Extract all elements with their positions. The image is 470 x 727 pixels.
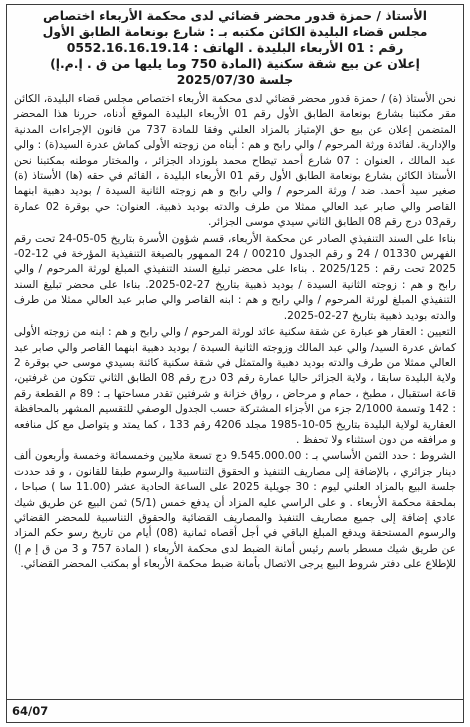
paragraph-legal-basis: بناءا على السند التنفيذي الصادر عن محكمة الأربعاء، قسم شؤون الأسرة بتاريخ 05-05-24 تحت رقم الفهرس 01330 / 24 و رقم الجدول 00210 / 24 الممهور بالصيغة التنفيذية المؤرخة في 12-02-2025 تحت رقم : 2025/125 . بناءا على محضر تبليغ السند التنفيذي المبلغ لورثة المرحوم / والي رابح و هم : زوجته الثانية السيدة / بوديد ذهبية بتاريخ 27-02-2025. بناءا على محضر تبليغ السند التنفيذي المبلغ لورثة المرحوم / والي رابح و هم : ابنه القاصر والي صابر عبد العالي ممثلا من طرف والدته بوديد ذهبية بتاريخ 27-02-2025. (14, 232, 456, 322)
legal-notice (6, 4, 464, 723)
page-number: 64/07 (12, 704, 49, 718)
notice-header (7, 5, 463, 92)
footer-divider (7, 699, 463, 700)
paragraph-preamble: نحن الأستاذ (ة) / حمزة قدور محضر قضائي لدى محكمة الأربعاء اختصاص مجلس قضاء البليدة، الكائن مقر مكتبنا بشارع بونعامة الطابق الأول رقم 01 الأربعاء البليدة الموقع أدناه، حررنا هذا المحضر المتضمن إعلان عن بيع حق الإمتياز بالمزاد العلني وفقا للمادة 737 من قانون الإجراءات المدنية والإدارية. لفائدة ورثة المرحوم / والي رابح و هم : أبناه من زوجته الأولى كماش عدرة السيد(ة) : والي عبد المالك ، العنوان : 07 شارع أحمد تيطاح محمد بلوزداد الجزائر ، والمختار موطنه بمكتبنا نحن الأستاذ الكائن بشارع بونعامة الطابق الأول رقم 01 الأربعاء البليدة ، القائم في حقه (ها) الأستاذ (ة) صغير سيد أحمد. ضد / ورثة المرحوم / والي رابح و هم زوجته الثانية السيدة / بوديد دهبية ابنهما القاصر والي صابر عبد العالي ممثلا من طرف والدته بوديد ذهبية. العنوان: حي بوقرة 02 عمارة رقم03 درج رقم 08 الطابق الثاني سيدي موسى الجزائر. (14, 93, 456, 229)
session-date: جلسة 2025/07/30 (176, 72, 294, 87)
notice-title: إعلان عن بيع شقة سكنية (المادة 750 وما يليها من ق . إ.م.إ) (50, 56, 420, 71)
header-line-bailiff: الأستاذ / حمزة قدور محضر قضائي لدى محكمة الأربعاء اختصاص (43, 8, 427, 23)
header-line-address: مجلس قضاء البليدة الكائن مكتبه بـ : شارع بونعامة الطابق الأول (42, 24, 428, 39)
paragraph-property-designation: التعيين : العقار هو عبارة عن شقة سكنية عائد لورثة المرحوم / والي رابح و هم : ابنه من زوجته الأولى كماش عدرة السيد/ والي عبد المالك وزوجته الثانية السيدة / بوديد دهبية ابنهما القاصر والي صابر عبد العالي ممثلا من طرف والدته بوديد دهبية والمتمثل في شقة سكنية كائنة بسيدي موسى حي بوقرة 2 ولاية البليدة سابقا ، ولاية الجزائر حاليا عمارة رقم 03 درج رقم 08 الطابق الثاني تتكون من غرفتين، قاعة استقبال ، مطبخ ، حمام و مرحاض ، رواق خزانة و شرفتين تقدر مساحتها بـ : 89 م القطعة رقم : 142 وتسمة 2/1000 جزء من الأجزاء المشتركة حسب الجدول الوصفي للتقسيم المشهر بالمحافظة العقارية لولاية البليدة بتاريخ 05-10-1985 مجلد 4206 رقم 133 ، كما يمتد و يتواصل مع كل منافعه و مرافقه من دون استثناء ولا تحفظ . (14, 326, 456, 446)
notice-body (7, 92, 463, 573)
header-line-phone: رقم : 01 الأربعاء البليدة . الهاتف : 0552.16.16.19.14 (66, 40, 404, 55)
paragraph-sale-conditions: الشروط : حدد الثمن الأساسي بـ : 9.545.000.00 دج تسعة ملايين وخمسمائة وخمسة وأربعون ألف دينار جزائري ، بالإضافة إلى مصاريف التنفيذ و الحقوق التناسبية والرسوم طبقا للقانون ، و قد حددت جلسة البيع بالمزاد العلني ليوم : 30 جويلية 2025 على الساعة الحادية عشر (11.00 سا ) صباحا ، بملحقة محكمة الأربعاء . و على الراسي عليه المزاد أن يدفع خمس (5/1) ثمن البيع عن طريق شيك عادي إضافة إلى جميع مصاريف التنفيذ والمصاريف القضائية والحقوق التناسبية للمحضر القضائي والرسوم المستحقة ويدفع المبلغ الباقي في أجل أقصاه ثمانية (08) أيام من تاريخ رسو حكم المزاد عن طريق شيك مسطر باسم رئيس أمانة الضبط لدى محكمة الأربعاء ( المادة 757 و 3 من ق إ م إ) للإطلاع على دفتر شروط البيع يرجى الاتصال بأمانة ضبط محكمة الأربعاء أو بمكتب المحضر القضائي. (14, 450, 456, 571)
